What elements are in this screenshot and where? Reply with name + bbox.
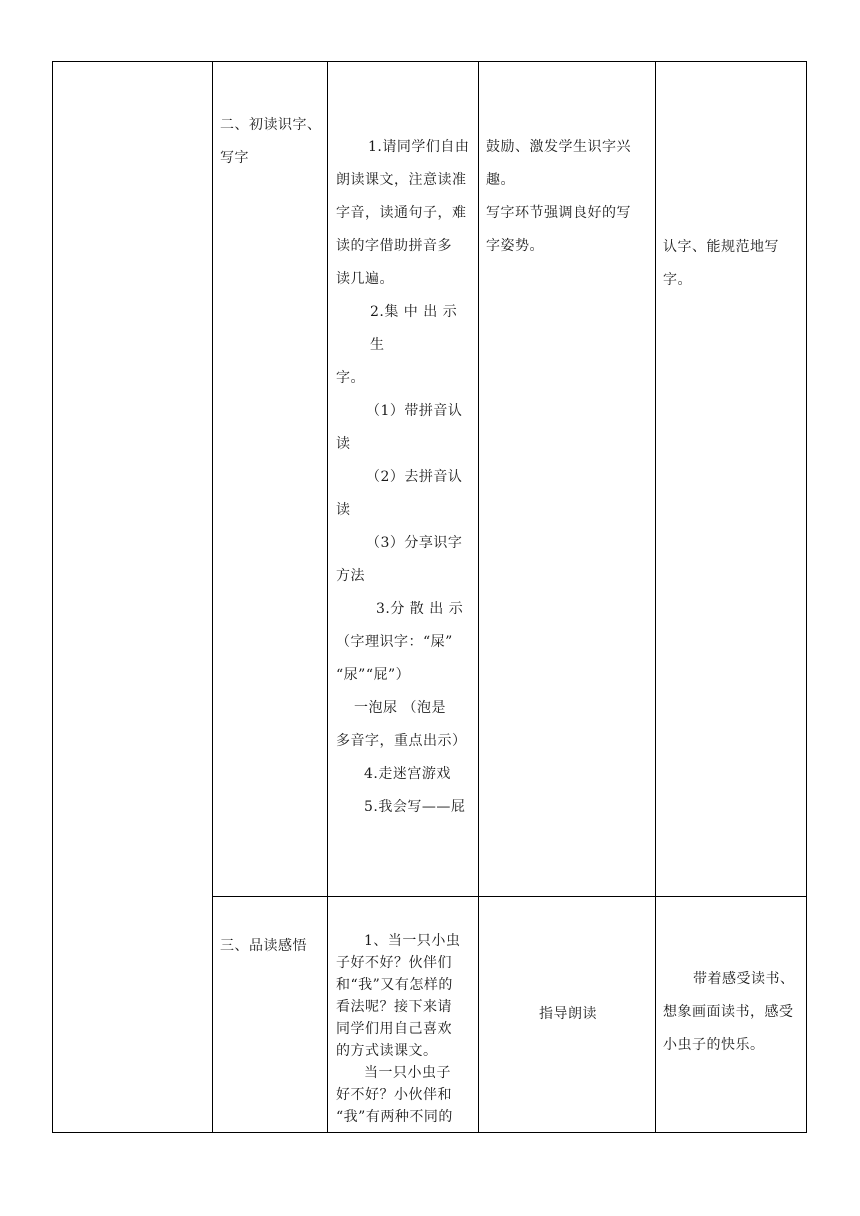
activity-content: 1.请同学们自由 朗读课文，注意读准 字音，读通句子，难 读的字借助拼音多 读几遍。 2.集 中 出 示 生 字。 （1）带拼音认 读 （2）去拼音认 读 （3）分享识字 方法 3.分 散 出 示 （字理识字：“屎” “尿”“屁”） 一泡尿 （泡是 多音字，重点出示） 4.走迷宫游戏 5.我会写——屁 (336, 139, 470, 815)
column-divider-1 (212, 61, 213, 1133)
table-top-border (52, 61, 807, 62)
teacher-guidance: 鼓励、激发学生识字兴 趣。 写字环节强调良好的写 字姿势。 (486, 139, 631, 254)
row-divider (212, 896, 807, 897)
section-title: 三、品读感悟 (220, 938, 307, 954)
column-divider-2 (327, 61, 328, 1133)
table-right-border (806, 61, 807, 1133)
table-left-border (52, 61, 53, 1133)
learning-goal: 认字、能规范地写 字。 (663, 239, 779, 288)
table-bottom-border (52, 1132, 807, 1133)
column-divider-3 (478, 61, 479, 1133)
column-divider-4 (655, 61, 656, 1133)
activity-content: 1、当一只小虫 子好不好？伙伴们 和“我”又有怎样的 看法呢？接下来请 同学们用自己喜欢 的方式读课文。 当一只小虫子 好不好？小伙伴和 “我”有两种不同的 (336, 933, 461, 1125)
teacher-guidance: 指导朗读 (539, 1006, 597, 1022)
section-title: 二、初读识字、 写字 (220, 117, 322, 166)
learning-goal: 带着感受读书、 想象画面读书，感受 小虫子的快乐。 (663, 971, 795, 1053)
